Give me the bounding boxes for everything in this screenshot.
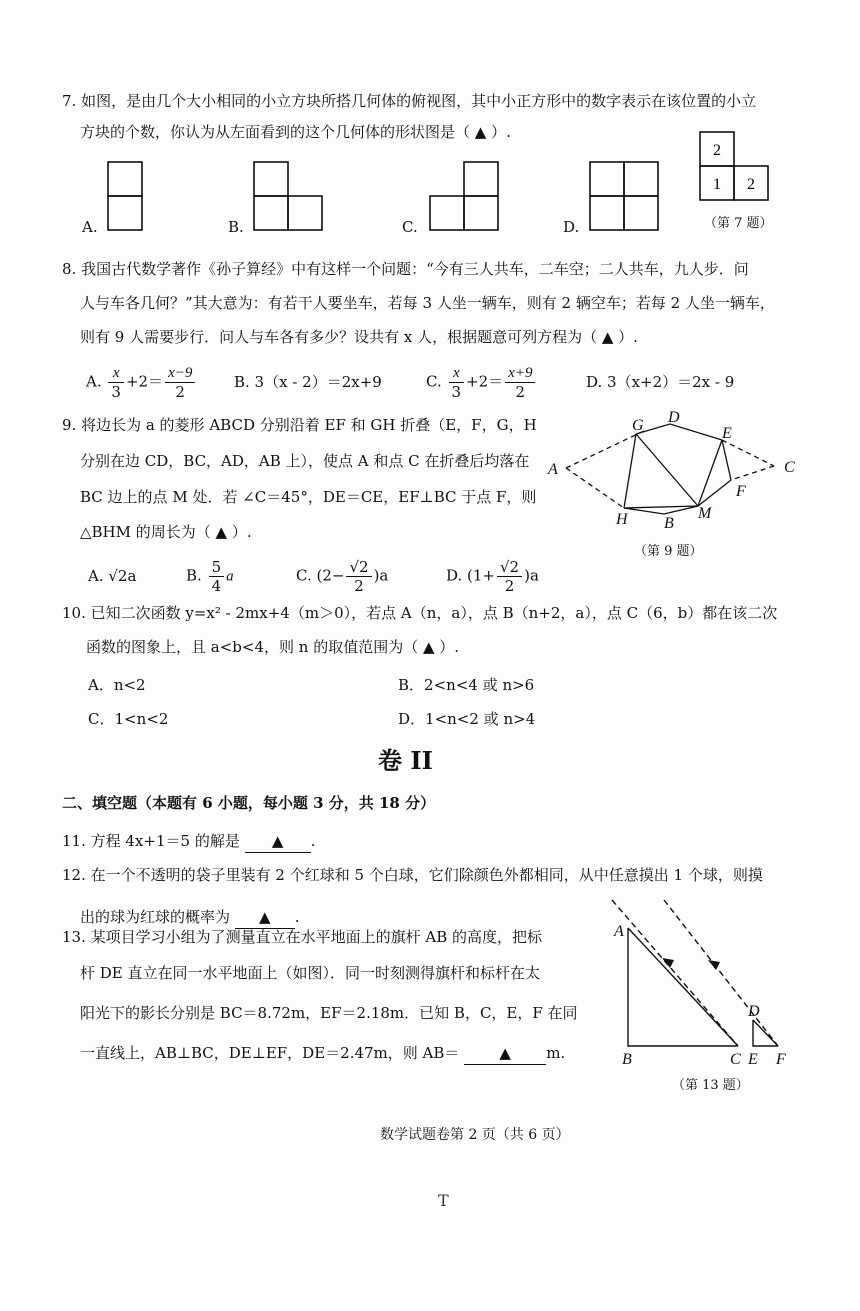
q13-label-a: A [614, 923, 624, 940]
q7-line-1: 7. 如图，是由几个大小相同的小立方块所搭几何体的俯视图，其中小正方形中的数字表示在该位置的小立 [62, 92, 757, 110]
q13-flagpole-figure [612, 900, 812, 1070]
section-title: 卷 II [378, 746, 433, 775]
q9-label-h: H [616, 511, 628, 528]
q10-option-a[interactable]: A．n<2 [88, 676, 146, 694]
q9-caption: （第 9 题） [634, 544, 703, 559]
q8-option-b[interactable]: B. 3（x - 2）＝2x+9 [234, 373, 382, 391]
q11-line: 11. 方程 4x+1＝5 的解是 ▲ . [62, 830, 315, 853]
q13-label-f: F [776, 1051, 786, 1068]
q10-line-2: 函数的图象上，且 a<b<4，则 n 的取值范围为（ ▲ ）. [86, 638, 460, 656]
q7-line-2: 方块的个数，你认为从左面看到的这个几何体的形状图是（ ▲ ）. [80, 123, 511, 141]
q9-label-m: M [698, 505, 712, 522]
q13-line-4: 一直线上，AB⊥BC，DE⊥EF，DE＝2.47m，则 AB＝ ▲ m. [80, 1042, 565, 1065]
q7-grid-bottom-right-num: 2 [747, 176, 755, 193]
q7-grid-top-num: 2 [713, 142, 721, 159]
q7-top-view-grid [698, 130, 770, 202]
q9-option-a[interactable]: A. √2a [88, 567, 137, 585]
q13-line-2: 杆 DE 直立在同一水平地面上（如图）．同一时刻测得旗杆和标杆在太 [80, 964, 541, 982]
q7-caption: （第 7 题） [704, 216, 773, 231]
q7-figure-d [588, 160, 660, 230]
q7-figure-a [106, 160, 146, 230]
q12-line-2: 出的球为红球的概率为 ▲ . [80, 906, 300, 929]
q9-label-g: G [632, 417, 644, 434]
q9-label-e: E [722, 425, 732, 442]
q10-option-c[interactable]: C．1<n<2 [88, 710, 169, 728]
q13-label-d: D [748, 1003, 760, 1020]
q9-line-3: BC 边上的点 M 处．若 ∠C＝45°，DE＝CE，EF⊥BC 于点 F，则 [80, 488, 537, 506]
page-footer: 数学试题卷第 2 页（共 6 页） [380, 1127, 570, 1143]
q9-label-b: B [664, 515, 674, 532]
q8-option-a[interactable]: A. $\frac{x}{3}$ +2＝ $\frac{x-9}{2}$ [86, 364, 197, 401]
q9-label-a: A [548, 461, 558, 478]
q8-line-2: 人与车各几何？”其大意为：有若干人要坐车，若每 3 人坐一辆车，则有 2 辆空车；若每 2 人坐一辆车， [80, 294, 775, 312]
q13-caption: （第 13 题） [672, 1078, 749, 1093]
q10-line-1: 10. 已知二次函数 y=x² - 2mx+4（m＞0），若点 A（n，a），点 B（n+2，a），点 C（6，b）都在该二次 [62, 604, 778, 622]
q9-rhombus-figure [546, 410, 806, 530]
q7-option-b[interactable]: B. [228, 218, 244, 236]
q7-figure-b [252, 160, 324, 230]
q9-option-b[interactable]: B. $\frac{5}{4}$ a [186, 558, 234, 595]
q9-option-d[interactable]: D. (1+ $\frac{√2}{2}$ )a [446, 558, 539, 595]
q9-line-4: △BHM 的周长为（ ▲ ）. [80, 523, 252, 541]
q8-option-d[interactable]: D. 3（x+2）＝2x - 9 [586, 373, 735, 391]
q13-label-c: C [730, 1051, 741, 1068]
q9-line-1: 9. 将边长为 a 的菱形 ABCD 分别沿着 EF 和 GH 折叠（E，F，G，H [62, 416, 537, 434]
q12-line-1: 12. 在一个不透明的袋子里装有 2 个红球和 5 个白球，它们除颜色外都相同，从中任意摸出 1 个球，则摸 [62, 866, 763, 884]
q10-option-b[interactable]: B．2<n<4 或 n>6 [398, 676, 535, 694]
q7-option-d[interactable]: D. [563, 218, 580, 236]
q7-figure-c [428, 160, 500, 230]
q8-line-1: 8. 我国古代数学著作《孙子算经》中有这样一个问题：“今有三人共车，二车空；二人共车，九人步．问 [62, 260, 749, 278]
q9-label-d: D [668, 409, 680, 426]
q13-answer-blank[interactable]: ▲ [464, 1042, 546, 1065]
q9-label-f: F [736, 483, 746, 500]
q13-line-1: 13. 某项目学习小组为了测量直立在水平地面上的旗杆 AB 的高度，把标 [62, 928, 543, 946]
q12-answer-blank[interactable]: ▲ [235, 906, 295, 929]
q13-label-e: E [748, 1051, 758, 1068]
q8-option-c[interactable]: C. $\frac{x}{3}$ +2＝ $\frac{x+9}{2}$ [426, 364, 537, 401]
q7-option-a[interactable]: A. [82, 218, 98, 236]
q8-line-3: 则有 9 人需要步行．问人与车各有多少？设共有 x 人，根据题意可列方程为（ ▲ ）. [80, 328, 638, 346]
bottom-mark: T [438, 1191, 449, 1210]
q7-option-c[interactable]: C. [402, 218, 418, 236]
q7-grid-bottom-left-num: 1 [713, 176, 721, 193]
section-heading: 二、填空题（本题有 6 小题，每小题 3 分，共 18 分） [62, 794, 436, 812]
q13-line-3: 阳光下的影长分别是 BC＝8.72m，EF＝2.18m．已知 B，C，E，F 在同 [80, 1004, 578, 1022]
q9-line-2: 分别在边 CD，BC，AD，AB 上），使点 A 和点 C 在折叠后均落在 [80, 452, 530, 470]
q9-option-c[interactable]: C. (2− $\frac{√2}{2}$ )a [296, 558, 389, 595]
q9-label-c: C [784, 459, 795, 476]
q11-answer-blank[interactable]: ▲ [245, 830, 311, 853]
q13-label-b: B [622, 1051, 632, 1068]
q10-option-d[interactable]: D．1<n<2 或 n>4 [398, 710, 536, 728]
